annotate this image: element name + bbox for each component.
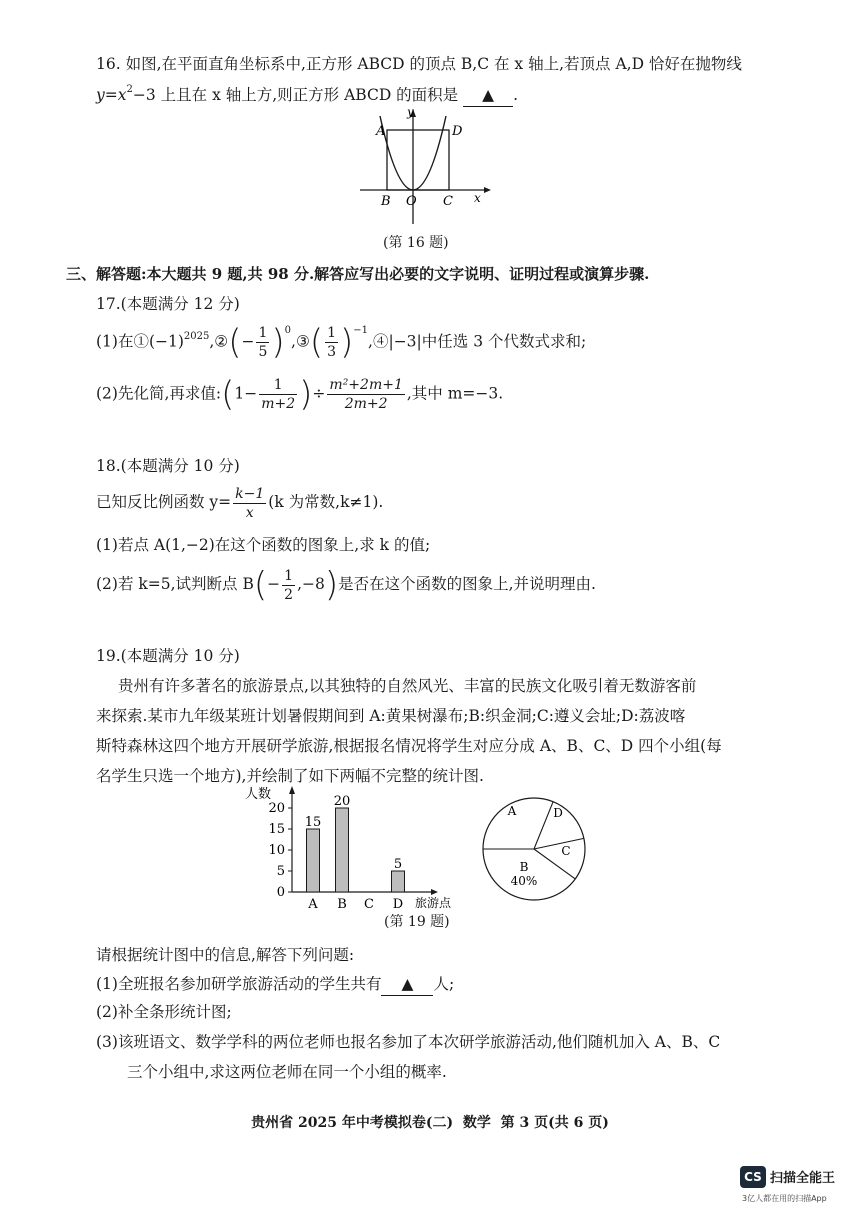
q17-p1-end: ,④|−3|中任选 3 个代数式求和; <box>368 332 587 351</box>
q17-p1-c3: ,③ <box>291 332 310 351</box>
q16-eq-exp: 2 <box>126 84 133 95</box>
q19-bar-ylabel: 人数 <box>245 787 272 802</box>
q18-part1: (1)若点 A(1,−2)在这个函数的图象上,求 k 的值; <box>96 536 431 554</box>
y-tick-label: 15 <box>268 822 285 837</box>
x-tick-label-C: C <box>364 897 374 912</box>
q17-p1-frac3-den: 3 <box>327 344 337 360</box>
x-tick-label-D: D <box>392 897 404 912</box>
q16-label-x: x <box>474 191 481 205</box>
q19-para-line4: 名学生只选一个地方),并绘制了如下两幅不完整的统计图. <box>96 767 484 785</box>
q19-part2: (2)补全条形统计图; <box>96 1003 232 1021</box>
q17-p1-lparen3: ( <box>309 322 324 363</box>
q16-figure <box>352 104 502 234</box>
q16-label-y: y <box>407 105 414 119</box>
q19-para-line3: 斯特森林这四个地方开展研学旅游,根据报名情况将学生对应分成 A、B、C、D 四个小组(每 <box>96 737 722 755</box>
q19-bar-marks <box>305 794 405 912</box>
pie-label-A: A <box>507 804 517 818</box>
q18-intro-frac <box>233 485 266 522</box>
q17-p1-exp1: 2025 <box>183 330 210 342</box>
q17-p2-frac2-den: 2m+2 <box>344 396 388 412</box>
q19-bar-ticks <box>268 801 292 900</box>
q18-p2-mid: ,−8 <box>297 575 325 593</box>
q19-p1-text: (1)全班报名参加研学旅游活动的学生共有 <box>96 975 382 993</box>
q19-para-line1: 贵州有许多著名的旅游景点,以其独特的自然风光、丰富的民族文化吸引着无数游客前 <box>118 677 697 695</box>
q17-part1 <box>96 324 586 362</box>
q19-para-line2: 来探索.某市九年级某班计划暑假期间到 A:黄果树瀑布;B:织金洞;C:遵义会址;D:荔波喀 <box>96 707 686 725</box>
q17-p2-div: ÷ <box>312 384 326 403</box>
q16-line1 <box>96 53 742 75</box>
q18-p2-end: 是否在这个函数的图象上,并说明理由. <box>338 575 596 593</box>
scanner-logo-icon: CS <box>740 1166 766 1188</box>
q16-label-B: B <box>381 194 391 209</box>
q16-label-O: O <box>406 194 417 209</box>
x-tick-label-B: B <box>337 897 347 912</box>
q19-part1 <box>96 973 454 996</box>
q17-p1-frac3 <box>325 324 338 361</box>
scanner-title: 扫描全能王 <box>770 1171 836 1186</box>
q17-p1-frac2-den: 5 <box>258 344 268 360</box>
q18-p2-rparen: ) <box>324 565 339 605</box>
q17-p1-minus: − <box>241 332 255 351</box>
page-footer: 贵州省 2025 年中考模拟卷(二) 数学 第 3 页(共 6 页) <box>251 1115 609 1131</box>
q16-number: 16. <box>96 55 121 73</box>
q17-p1-rparen3: ) <box>340 322 354 363</box>
bar-A <box>307 829 320 892</box>
q18-p2-lparen: ( <box>253 565 268 605</box>
q17-p1-frac2 <box>256 324 269 361</box>
q18-intro-end: (k 为常数,k≠1). <box>268 493 384 511</box>
q17-p1-exp2: 0 <box>284 324 292 336</box>
bar-data-label-A: 15 <box>304 815 322 830</box>
y-tick-label: 0 <box>276 885 285 900</box>
q18-p2-frac <box>282 567 295 604</box>
q18-p2-text: (2)若 k=5,试判断点 B <box>96 575 254 593</box>
q16-label-C: C <box>443 194 453 209</box>
q17-p2-frac2 <box>327 376 404 413</box>
q16-answer-blank: ▲ <box>463 84 513 107</box>
pie-sector-boundary <box>534 802 553 849</box>
q17-header: 17.(本题满分 12 分) <box>96 295 240 313</box>
q17-p2-lparen: ( <box>221 374 235 415</box>
q17-p1-lparen2: ( <box>228 322 242 363</box>
q17-p1-text: (1)在①(−1) <box>96 332 184 351</box>
q19-pie-chart <box>478 793 590 905</box>
q19-bar-x-arrow-icon <box>431 889 438 895</box>
q17-p1-rparen2: ) <box>271 322 285 363</box>
pie-label-D: D <box>553 806 563 820</box>
y-tick-label: 5 <box>276 864 285 879</box>
q18-part2 <box>96 566 596 604</box>
q16-period: . <box>513 86 519 104</box>
q19-part3-line2: 三个小组中,求这两位老师在同一个小组的概率. <box>127 1063 447 1081</box>
q18-intro-frac-num: k−1 <box>235 485 265 502</box>
bar-data-label-B: 20 <box>333 794 351 809</box>
q17-p2-end: ,其中 m=−3. <box>406 384 504 403</box>
q19-p1-end: 人; <box>433 975 455 993</box>
q17-p1-exp3: −1 <box>353 324 369 336</box>
q17-p2-frac1-num: 1 <box>259 376 297 395</box>
q17-p2-text: (2)先化简,再求值: <box>96 384 222 403</box>
scanner-subtitle: 3亿人都在用的扫描App <box>742 1194 827 1203</box>
q19-caption: (第 19 题) <box>384 914 450 930</box>
pie-percent-B: 40% <box>510 874 538 888</box>
x-tick-label-A: A <box>308 897 318 912</box>
q16-label-D: D <box>452 124 463 139</box>
bar-B <box>336 808 349 892</box>
q17-part2 <box>96 376 503 413</box>
q18-intro-text: 已知反比例函数 y= <box>96 493 232 511</box>
pie-label-C: C <box>561 844 571 858</box>
bar-data-label-D: 5 <box>393 857 403 872</box>
q16-text-1: 如图,在平面直角坐标系中,正方形 ABCD 的顶点 B,C 在 x 轴上,若顶点 A,D 恰好在抛物线 <box>125 55 742 73</box>
q18-p2-frac-num: 1 <box>284 567 294 584</box>
q17-p2-frac2-num: m²+2m+1 <box>329 377 403 393</box>
q19-p1-answer-blank: ▲ <box>381 973 433 996</box>
section3-heading: 三、解答题:本大题共 9 题,共 98 分.解答应写出必要的文字说明、证明过程或演算步骤. <box>66 265 650 283</box>
q17-p2-one: 1− <box>234 384 258 403</box>
q16-x-arrow-icon <box>484 187 491 193</box>
q19-ask: 请根据统计图中的信息,解答下列问题: <box>96 946 355 964</box>
q16-label-A: A <box>376 124 386 139</box>
q19-bar-chart <box>245 780 475 915</box>
y-tick-label: 20 <box>268 801 285 816</box>
q16-caption: (第 16 题) <box>383 235 449 251</box>
q17-p2-rparen: ) <box>299 374 313 415</box>
q17-p1-frac2-num: 1 <box>258 325 268 341</box>
q16-eq: y=x <box>96 86 127 104</box>
q19-bar-y-arrow-icon <box>289 786 295 794</box>
q18-header: 18.(本题满分 10 分) <box>96 457 240 475</box>
y-tick-label: 10 <box>268 843 285 858</box>
q17-p2-frac1 <box>259 376 297 413</box>
q18-intro <box>96 484 383 522</box>
pie-label-B: B <box>519 860 529 874</box>
q17-p1-frac3-num: 1 <box>327 325 337 341</box>
q19-pie-marks <box>483 802 584 888</box>
q18-intro-frac-den: x <box>245 504 254 521</box>
q17-p1-c2: ,② <box>209 332 229 351</box>
q16-text-2: −3 上且在 x 轴上方,则正方形 ABCD 的面积是 <box>132 86 459 104</box>
q19-header: 19.(本题满分 10 分) <box>96 647 240 665</box>
q17-p2-frac1-den: m+2 <box>261 396 296 412</box>
q18-p2-minus: − <box>267 575 281 593</box>
q19-bar-xlabel: 旅游点 <box>415 896 452 910</box>
q18-p2-frac-den: 2 <box>284 586 294 603</box>
q19-part3-line1: (3)该班语文、数学学科的两位老师也报名参加了本次研学旅游活动,他们随机加入 A、B、C <box>96 1033 721 1051</box>
pie-sector-boundary <box>534 838 584 849</box>
bar-D <box>392 871 405 892</box>
